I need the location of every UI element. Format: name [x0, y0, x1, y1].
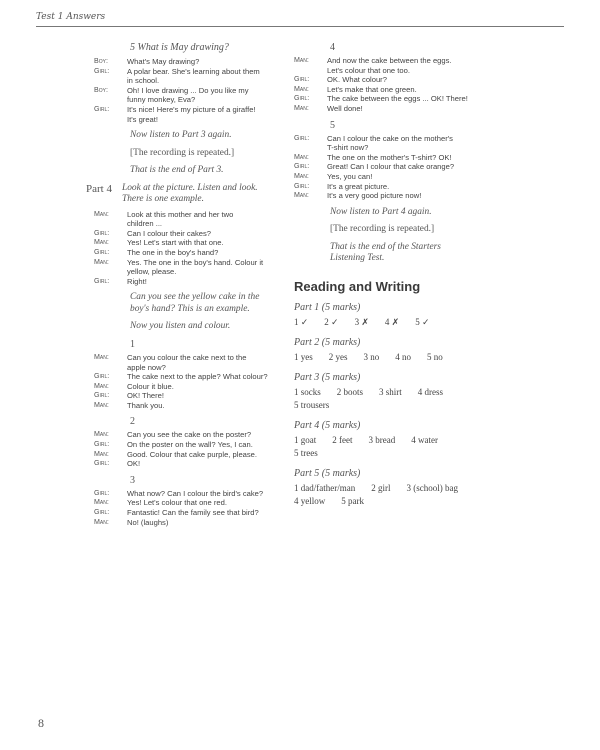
rw-answer-row [294, 447, 509, 460]
rw-part-title: Part 2 (5 marks) [294, 336, 361, 348]
dialogue-text: Look at this mother and her two [127, 209, 234, 219]
speaker-label: Girl: [94, 488, 110, 497]
speaker-label: Man: [94, 352, 109, 361]
item-5-number: 5 [330, 119, 335, 131]
dialogue-text: Can you colour the cake next to the [127, 352, 247, 362]
rw-answer: 1 yes [294, 351, 313, 362]
rw-part-title: Part 4 (5 marks) [294, 419, 361, 431]
dialogue-text: Great! Can I colour that cake orange? [327, 162, 455, 172]
dialogue-text: Yes. The one in the boy's hand. Colour it [127, 257, 264, 267]
rw-answer: 5 park [341, 495, 364, 506]
dialogue-line [94, 248, 284, 258]
dialogue-text: funny monkey, Eva? [127, 95, 196, 105]
item-1-number: 1 [130, 338, 135, 350]
dialogue-text: T-shirt now? [327, 143, 369, 153]
dialogue-text: Let's make that one green. [327, 84, 417, 94]
speaker-label [94, 76, 127, 86]
speaker-label: Girl: [294, 75, 310, 84]
listen-again-part4: Now listen to Part 4 again. [330, 206, 432, 217]
rw-answer: 3 ✗ [354, 316, 369, 327]
part4-instruction-1: Look at the picture. Listen and look. [122, 182, 258, 193]
dialogue-line [94, 105, 284, 115]
dialogue-line [294, 134, 509, 144]
item-4-dialogue [294, 56, 509, 114]
rw-answer: 4 water [411, 434, 438, 445]
dialogue-text: children ... [127, 219, 163, 229]
q5-dialogue [94, 57, 284, 124]
dialogue-line [94, 489, 284, 499]
rw-answer-row [294, 386, 509, 399]
rw-answer: 1 ✓ [294, 316, 309, 327]
rw-part-title: Part 3 (5 marks) [294, 371, 361, 383]
yellow-cake-example-1: Can you see the yellow cake in the [130, 292, 260, 303]
speaker-label [294, 66, 327, 76]
rw-answer: 5 trees [294, 447, 318, 458]
speaker-label: Man: [294, 103, 309, 112]
dialogue-text: Can you see the cake on the poster? [127, 430, 252, 440]
speaker-label: Man: [294, 152, 309, 161]
dialogue-line [94, 67, 284, 77]
dialogue-text: It's a very good picture now! [327, 191, 422, 201]
dialogue-line [94, 391, 284, 401]
dialogue-line [94, 95, 284, 105]
rw-answer: 5 ✓ [415, 316, 430, 327]
dialogue-text: What's May drawing? [127, 57, 200, 66]
rw-answer: 1 dad/father/man [294, 482, 356, 493]
dialogue-line [94, 430, 284, 440]
dialogue-line [294, 56, 509, 66]
rw-part-title: Part 1 (5 marks) [294, 301, 361, 313]
item-4-number: 4 [330, 42, 335, 53]
left-column [86, 42, 284, 527]
rw-answer-row [294, 434, 509, 447]
dialogue-line [294, 172, 509, 182]
end-of-part3: That is the end of Part 3. [130, 165, 224, 176]
speaker-label [94, 363, 127, 373]
dialogue-text: No! (laughs) [127, 517, 169, 527]
rw-answer: 4 dress [417, 386, 444, 397]
dialogue-line [94, 86, 284, 96]
dialogue-line [294, 153, 509, 163]
speaker-label: Man: [94, 257, 109, 266]
dialogue-text: OK! There! [127, 391, 165, 401]
reading-writing-answers [294, 302, 509, 508]
recording-repeated-note: [The recording is repeated.] [130, 147, 235, 158]
speaker-label: Man: [94, 238, 109, 247]
dialogue-line [294, 94, 509, 104]
dialogue-line [94, 459, 284, 469]
rw-answer: 2 boots [336, 386, 364, 397]
speaker-label: Girl: [94, 228, 110, 237]
dialogue-text: in school. [127, 76, 160, 86]
dialogue-line [94, 518, 284, 528]
dialogue-text: It's a great picture. [327, 181, 390, 191]
dialogue-text: Right! [127, 276, 147, 286]
speaker-label: Girl: [94, 104, 110, 113]
dialogue-line [294, 104, 509, 114]
dialogue-line [94, 498, 284, 508]
dialogue-text: Can I colour their cakes? [127, 228, 211, 238]
rw-answer: 2 feet [332, 434, 353, 445]
rw-answer: 5 trousers [294, 399, 330, 410]
dialogue-line [94, 219, 284, 229]
dialogue-line [94, 229, 284, 239]
speaker-label: Boy: [94, 85, 108, 94]
speaker-label: Girl: [294, 181, 310, 190]
dialogue-line [94, 382, 284, 392]
dialogue-text: Yes, you can! [327, 171, 373, 181]
dialogue-text: A polar bear. She's learning about them [127, 66, 260, 76]
dialogue-line [94, 450, 284, 460]
rw-answer: 3 bread [368, 434, 396, 445]
rw-answer: 4 no [395, 351, 411, 362]
dialogue-text: The one on the mother's T-shirt? OK! [327, 152, 452, 162]
item-2-number: 2 [130, 416, 135, 428]
rw-part-title: Part 5 (5 marks) [294, 467, 361, 479]
dialogue-line [94, 277, 284, 287]
rw-answer-row [294, 495, 509, 508]
dialogue-line [94, 238, 284, 248]
dialogue-text: On the poster on the wall? Yes, I can. [127, 440, 253, 450]
dialogue-line [294, 162, 509, 172]
dialogue-text: What now? Can I colour the bird's cake? [127, 488, 264, 498]
question-5-title: 5 What is May drawing? [130, 42, 229, 53]
item-3-number: 3 [130, 474, 135, 486]
rw-answer: 4 yellow [294, 495, 326, 506]
part4-heading [86, 182, 284, 206]
speaker-label [94, 115, 127, 125]
dialogue-line [94, 363, 284, 373]
dialogue-text: OK! [127, 459, 141, 469]
dialogue-text: Thank you. [127, 400, 165, 410]
speaker-label: Man: [94, 430, 109, 439]
speaker-label: Man: [94, 517, 109, 526]
dialogue-line [294, 66, 509, 76]
dialogue-line [94, 508, 284, 518]
right-column [294, 42, 509, 508]
rw-answer-row [294, 316, 509, 329]
dialogue-text: The cake next to the apple? What colour? [127, 372, 268, 382]
item-2-dialogue [94, 430, 284, 468]
speaker-label: Girl: [94, 508, 110, 517]
rw-answer: 3 (school) bag [406, 482, 458, 493]
speaker-label: Girl: [294, 94, 310, 103]
listen-again-part3: Now listen to Part 3 again. [130, 130, 232, 141]
dialogue-line [94, 57, 284, 67]
dialogue-line [294, 191, 509, 201]
dialogue-text: apple now? [127, 362, 166, 372]
dialogue-line [94, 210, 284, 220]
speaker-label: Girl: [94, 66, 110, 75]
rw-answer: 3 shirt [379, 386, 402, 397]
rw-answer-row [294, 482, 509, 495]
rw-answer: 4 ✗ [384, 316, 400, 327]
header-divider [36, 26, 564, 27]
dialogue-line [94, 440, 284, 450]
item-1-dialogue [94, 353, 284, 411]
speaker-label: Man: [94, 498, 109, 507]
dialogue-text: The cake between the eggs ... OK! There! [327, 94, 468, 104]
listen-and-colour: Now you listen and colour. [130, 321, 231, 332]
dialogue-text: yellow, please. [127, 267, 177, 277]
speaker-label [94, 267, 127, 277]
rw-answer: 1 goat [294, 434, 317, 445]
reading-writing-title: Reading and Writing [294, 278, 421, 294]
rw-answer-row [294, 399, 509, 412]
part4-label: Part 4 [86, 182, 112, 195]
speaker-label: Man: [294, 171, 309, 180]
dialogue-line [294, 75, 509, 85]
rw-answer: 2 yes [328, 351, 348, 362]
rw-answer: 3 no [363, 351, 380, 362]
speaker-label: Girl: [94, 459, 110, 468]
rw-answer: 5 no [427, 351, 443, 362]
dialogue-text: And now the cake between the eggs. [327, 56, 452, 65]
dialogue-line [294, 143, 509, 153]
rw-answer: 1 socks [294, 386, 321, 397]
speaker-label: Man: [294, 56, 309, 64]
speaker-label: Man: [294, 84, 309, 93]
dialogue-text: Yes! Let's colour that one red. [127, 498, 227, 508]
speaker-label: Girl: [94, 248, 110, 257]
speaker-label [94, 95, 127, 105]
speaker-label: Girl: [94, 391, 110, 400]
item-5-dialogue [294, 134, 509, 201]
dialogue-line [294, 182, 509, 192]
rw-answer: 2 ✓ [324, 316, 339, 327]
speaker-label: Girl: [94, 372, 110, 381]
speaker-label [94, 219, 127, 229]
dialogue-text: OK. What colour? [327, 75, 387, 85]
speaker-label: Man: [94, 449, 109, 458]
dialogue-text: Good. Colour that cake purple, please. [127, 449, 258, 459]
dialogue-text: Can I colour the cake on the mother's [327, 133, 453, 143]
speaker-label: Girl: [294, 162, 310, 171]
dialogue-text: Colour it blue. [127, 381, 174, 391]
speaker-label: Man: [94, 400, 109, 409]
dialogue-text: Well done! [327, 103, 363, 113]
dialogue-text: Fantastic! Can the family see that bird? [127, 508, 259, 518]
speaker-label: Boy: [94, 57, 108, 65]
speaker-label: Man: [94, 381, 109, 390]
page-number: 8 [38, 716, 44, 730]
speaker-label: Girl: [94, 276, 110, 285]
speaker-label: Man: [94, 209, 109, 218]
item-3-dialogue [94, 489, 284, 527]
dialogue-line [94, 372, 284, 382]
speaker-label [294, 143, 327, 153]
part4-instruction-2: There is one example. [122, 194, 204, 205]
rw-answer: 2 girl [371, 482, 391, 493]
dialogue-line [94, 353, 284, 363]
dialogue-text: Oh! I love drawing ... Do you like my [127, 85, 249, 95]
speaker-label: Girl: [94, 440, 110, 449]
dialogue-text: Yes! Let's start with that one. [127, 238, 224, 248]
dialogue-text: It's nice! Here's my picture of a giraffe! [127, 104, 256, 114]
rw-answer-row [294, 351, 509, 364]
dialogue-line [94, 76, 284, 86]
speaker-label: Girl: [294, 133, 310, 142]
dialogue-text: Let's colour that one too. [327, 65, 410, 75]
dialogue-text: It's great! [127, 114, 158, 124]
dialogue-line [294, 85, 509, 95]
dialogue-line [94, 401, 284, 411]
yellow-cake-example-2: boy's hand? This is an example. [130, 303, 250, 314]
dialogue-line [94, 267, 284, 277]
dialogue-line [94, 258, 284, 268]
dialogue-line [94, 115, 284, 125]
part4-dialogue [94, 210, 284, 287]
speaker-label: Man: [294, 191, 309, 200]
recording-repeated-note-2: [The recording is repeated.] [330, 224, 435, 235]
end-of-test-1: That is the end of the Starters [330, 241, 441, 252]
dialogue-text: The one in the boy's hand? [127, 248, 219, 258]
running-header: Test 1 Answers [36, 12, 106, 22]
end-of-test-2: Listening Test. [330, 253, 385, 264]
